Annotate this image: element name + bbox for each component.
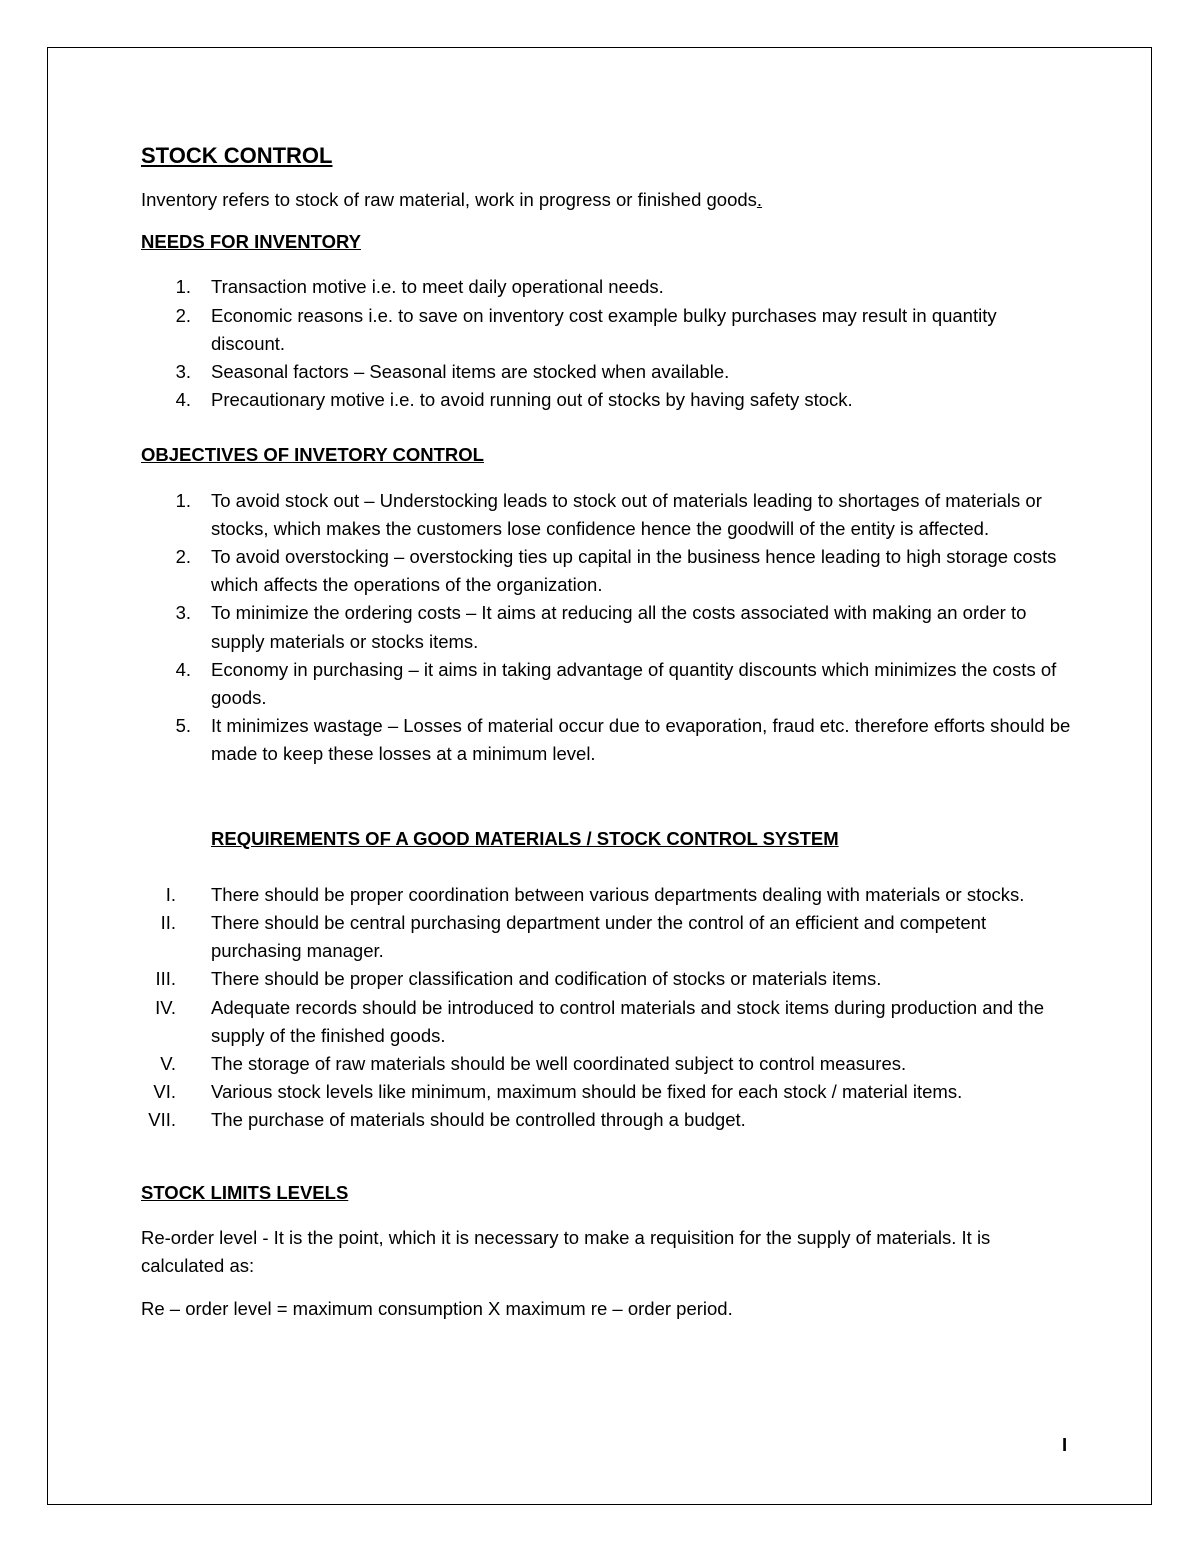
item-text: To minimize the ordering costs – It aims at reducing all the costs associated with making an order to supply materials or stocks items. <box>211 602 1027 652</box>
needs-list <box>141 273 1071 414</box>
item-number: 4. <box>175 658 191 680</box>
item-text: Economic reasons i.e. to save on inventory cost example bulky purchases may result in quantity discount. <box>211 304 997 354</box>
list-item <box>141 712 1071 768</box>
needs-heading: NEEDS FOR INVENTORY <box>141 231 361 253</box>
item-text: Seasonal factors – Seasonal items are stocked when available. <box>211 361 730 383</box>
requirements-heading: REQUIREMENTS OF A GOOD MATERIALS / STOCK CONTROL SYSTEM <box>211 827 839 849</box>
item-text: Precautionary motive i.e. to avoid running out of stocks by having safety stock. <box>211 389 853 411</box>
list-item <box>141 358 1071 386</box>
item-text: There should be central purchasing department under the control of an efficient and competent purchasing manager. <box>211 912 987 962</box>
requirements-list <box>141 881 1071 1135</box>
item-number: V. <box>160 1053 176 1075</box>
item-number: VI. <box>153 1081 176 1103</box>
list-item <box>141 965 1071 993</box>
item-number: 2. <box>175 304 191 326</box>
item-text: To avoid overstocking – overstocking ties up capital in the business hence leading to high storage costs which affects the operations of the organization. <box>211 546 1057 596</box>
list-item <box>141 599 1071 655</box>
item-text: The purchase of materials should be controlled through a budget. <box>211 1109 746 1131</box>
item-text: There should be proper classification and codification of stocks or materials items. <box>211 968 882 990</box>
item-text: Various stock levels like minimum, maximum should be fixed for each stock / material items. <box>211 1081 963 1103</box>
item-number: VII. <box>148 1109 176 1131</box>
list-item <box>141 1050 1071 1078</box>
item-number: 3. <box>175 361 191 383</box>
item-number: 4. <box>175 389 191 411</box>
intro-paragraph <box>141 186 1071 214</box>
item-text: Transaction motive i.e. to meet daily operational needs. <box>211 276 664 298</box>
document-body <box>141 140 1071 1324</box>
item-text: Adequate records should be introduced to control materials and stock items during production and the supply of the finished goods. <box>211 996 1044 1046</box>
list-item <box>141 1078 1071 1106</box>
item-number: 1. <box>175 489 191 511</box>
item-number: II. <box>160 912 176 934</box>
item-number: I. <box>165 883 176 905</box>
page-number: I <box>1062 1434 1068 1455</box>
item-text: The storage of raw materials should be well coordinated subject to control measures. <box>211 1053 907 1075</box>
objectives-list <box>141 487 1071 769</box>
item-text: Economy in purchasing – it aims in taking advantage of quantity discounts which minimizes the costs of goods. <box>211 658 1057 709</box>
reorder-formula: Re – order level = maximum consumption X maximum re – order period. <box>141 1298 733 1320</box>
document-title: STOCK CONTROL <box>141 143 333 168</box>
item-number: III. <box>155 968 176 990</box>
stock-limits-heading: STOCK LIMITS LEVELS <box>141 1181 349 1203</box>
list-item <box>141 1106 1071 1134</box>
list-item <box>141 273 1071 301</box>
intro-period: . <box>756 189 763 210</box>
list-item <box>141 909 1071 965</box>
list-item <box>141 543 1071 599</box>
item-number: 2. <box>175 546 191 568</box>
item-number: 3. <box>175 602 191 624</box>
item-number: IV. <box>155 996 176 1018</box>
list-item <box>141 656 1071 712</box>
list-item <box>141 881 1071 909</box>
list-item <box>141 487 1071 543</box>
list-item <box>141 302 1071 358</box>
item-number: 5. <box>175 715 191 737</box>
item-text: There should be proper coordination between various departments dealing with materials or stocks. <box>211 883 1025 905</box>
item-number: 1. <box>175 276 191 298</box>
intro-text: Inventory refers to stock of raw material, work in progress or finished goods <box>141 189 757 210</box>
reorder-definition: Re-order level - It is the point, which it is necessary to make a requisition for the supply of materials. It is calculated as: <box>141 1226 991 1277</box>
objectives-heading: OBJECTIVES OF INVETORY CONTROL <box>141 444 484 466</box>
item-text: To avoid stock out – Understocking leads to stock out of materials leading to shortages of materials or stocks, which makes the customers lose confidence hence the goodwill of the entity is affected. <box>211 489 1042 539</box>
list-item <box>141 994 1071 1050</box>
list-item <box>141 386 1071 414</box>
item-text: It minimizes wastage – Losses of material occur due to evaporation, fraud etc. therefore efforts should be made to keep these losses at a minimum level. <box>211 715 1071 765</box>
